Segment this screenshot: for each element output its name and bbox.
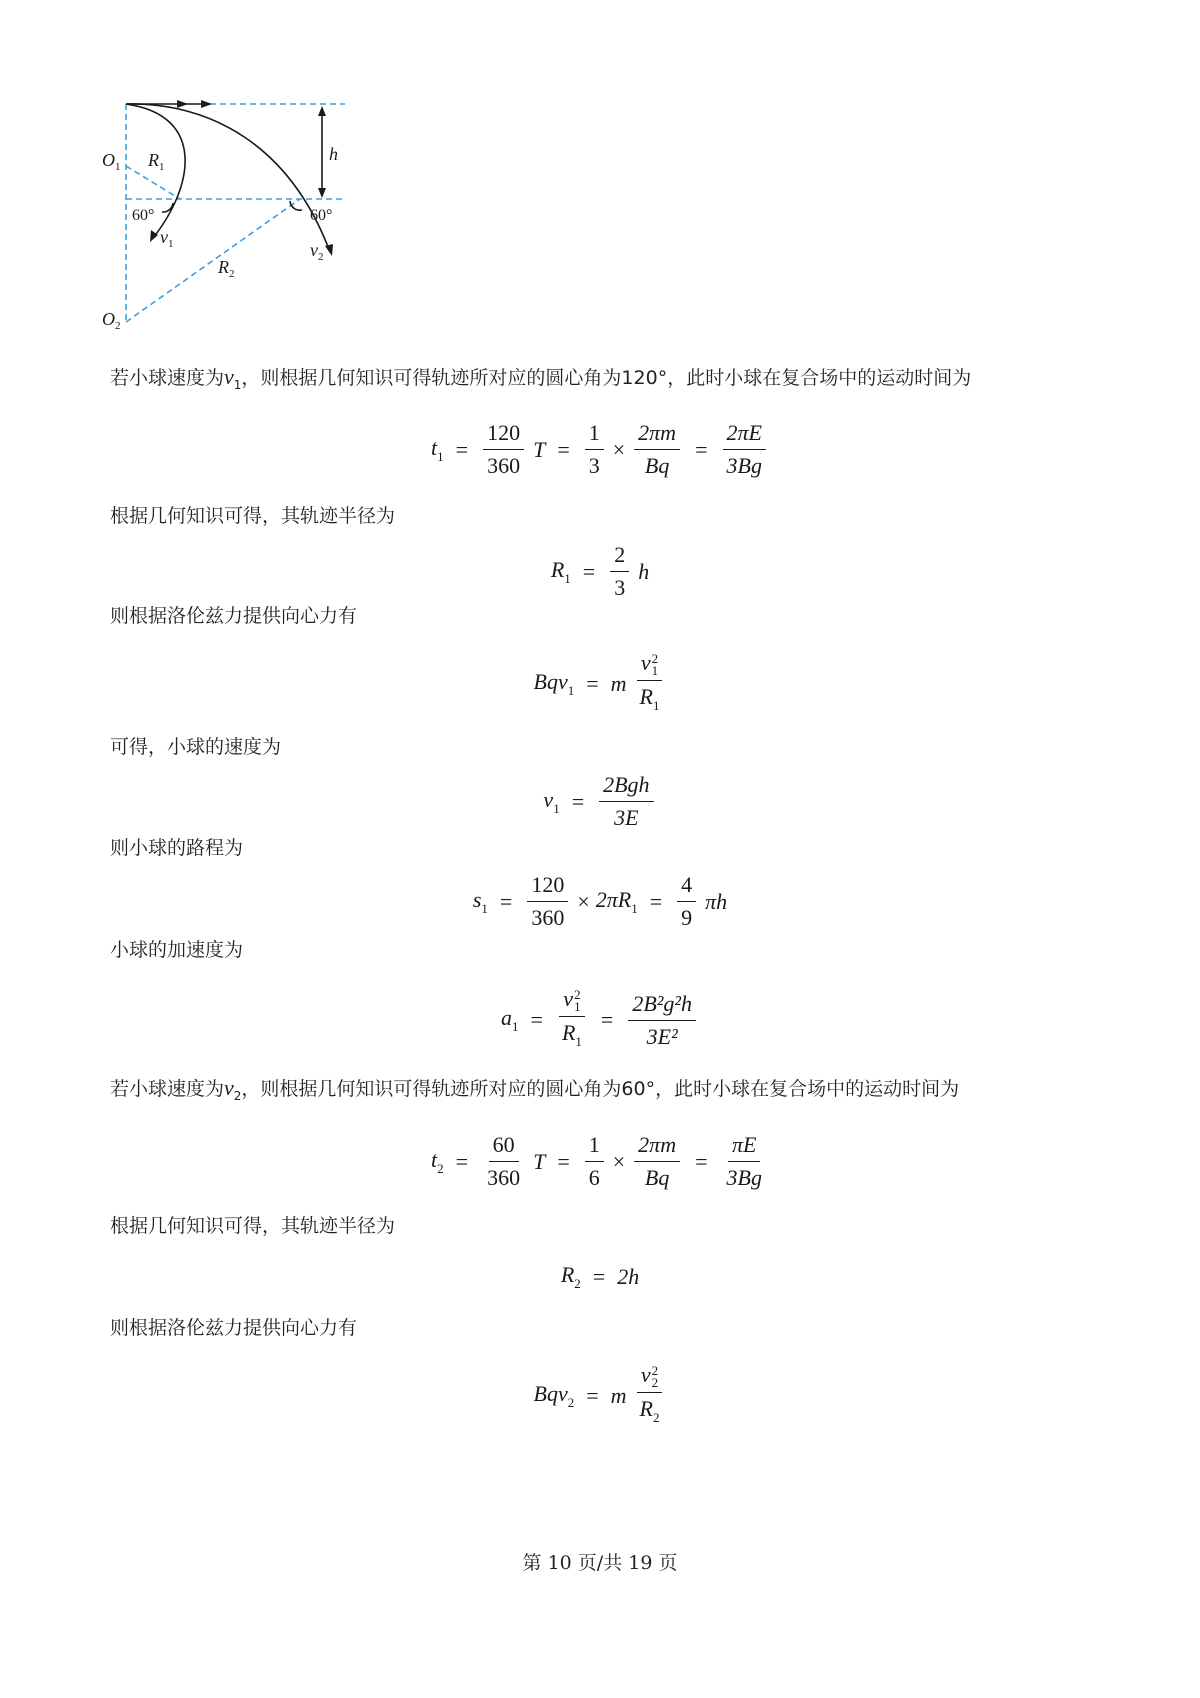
label-v2: $v_2$ <box>310 240 324 263</box>
label-o2: $O_2$ <box>102 309 121 332</box>
paragraph-radius-1: 根据几何知识可得，其轨迹半径为 <box>110 505 396 527</box>
paragraph-speed-result: 可得，小球的速度为 <box>110 736 282 758</box>
label-o1: $O_1$ <box>102 150 121 173</box>
trajectory-diagram <box>100 90 370 340</box>
arrow-icon <box>177 100 188 108</box>
arrow-icon <box>201 100 212 108</box>
equation-lorentz-1: Bqv$_1$ = m v 2 1 $R_1$ <box>0 650 1200 719</box>
paragraph-radius-2: 根据几何知识可得，其轨迹半径为 <box>110 1215 396 1237</box>
equation-r2: $R_2$ = 2h <box>560 1262 640 1291</box>
label-angle-2: 60° <box>310 207 333 224</box>
arrow-up-icon <box>318 106 326 116</box>
label-r2: $R_2$ <box>218 257 235 280</box>
paragraph-speed-v1: 若小球速度为$v_1$，则根据几何知识可得轨迹所对应的圆心角为120°，此时小球在复合场中的运动时间为 <box>110 364 972 392</box>
equation-a1: $a_1$ = v 2 1 $R_1$ = $\frac{\text{2B²g²h}}{\text{3E²}}$ <box>0 986 1200 1055</box>
label-r1: $R_1$ <box>148 150 165 173</box>
paragraph-acceleration: 小球的加速度为 <box>110 939 244 961</box>
arrow-down-icon <box>318 188 326 198</box>
paragraph-lorentz-2: 则根据洛伦兹力提供向心力有 <box>110 1317 358 1339</box>
label-angle-1: 60° <box>132 207 155 224</box>
equation-r1: $R_1$ = $\frac{2}{3}$ h <box>550 542 650 600</box>
paragraph-path-length: 则小球的路程为 <box>110 837 244 859</box>
radius-r1-line <box>126 166 180 199</box>
label-h: h <box>329 144 338 164</box>
page-number-footer: 第 10 页/共 19 页 <box>522 1552 678 1574</box>
equation-t1: $t_1$ = $\frac{120}{360}$ T = $\frac{1}{3}$ × $\frac{2\pi m}{Bq}$ = $\frac{2\pi E}{3Bg}$ <box>0 420 1200 479</box>
paragraph-speed-v2: 若小球速度为$v_2$，则根据几何知识可得轨迹所对应的圆心角为60°，此时小球在复合场中的运动时间为 <box>110 1075 960 1103</box>
arrow-v2-icon <box>325 244 333 256</box>
equation-v1: $v_1$ = $\frac{\text{2Bgh}}{3E}$ <box>0 772 1200 831</box>
equation-s1: $s_1$ = $\frac{120}{360}$ × $2\pi R_1$ = $\frac{4}{9}$ πh <box>472 872 728 930</box>
paragraph-lorentz-1: 则根据洛伦兹力提供向心力有 <box>110 605 358 627</box>
equation-t2: $t_2$ = $\frac{60}{360}$ T = $\frac{1}{6}$ × $\frac{2\pi m}{Bq}$ = $\frac{\pi E}{3Bg}$ <box>431 1132 762 1190</box>
label-v1: $v_1$ <box>160 227 174 250</box>
trajectory-curve-2 <box>126 104 333 252</box>
equation-lorentz-2: Bqv$_2$ = m v 2 2 $R_2$ <box>0 1362 1200 1431</box>
